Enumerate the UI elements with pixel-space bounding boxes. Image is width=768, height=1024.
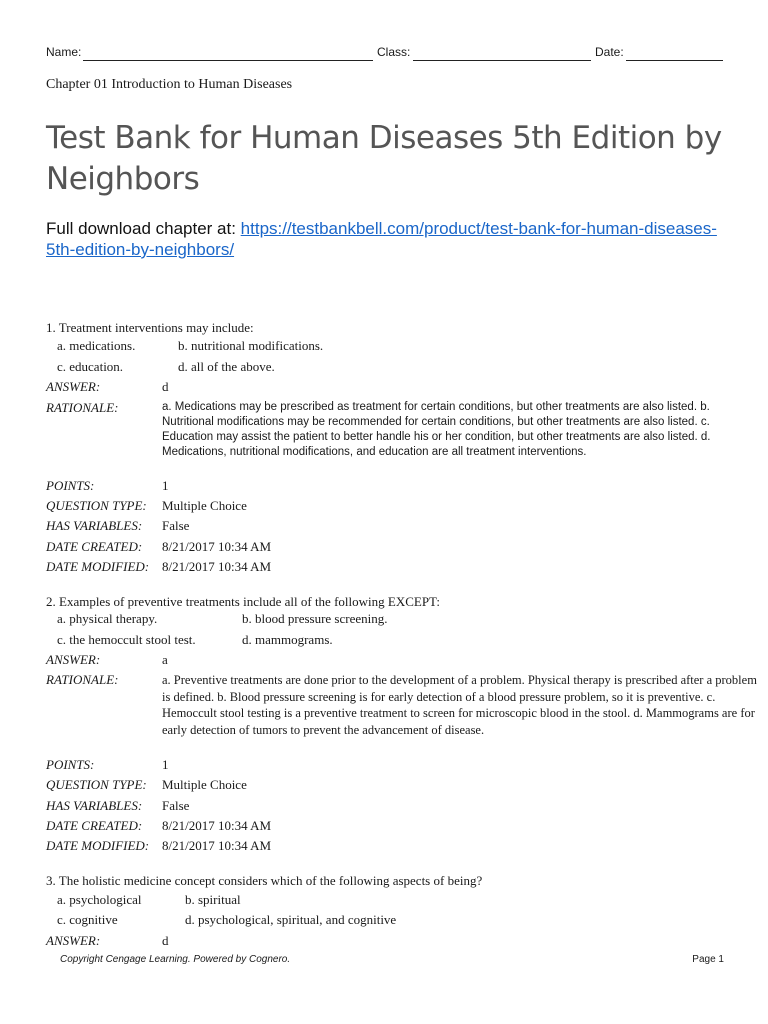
option-c: c. education. — [57, 359, 124, 374]
points-label: POINTS: — [46, 757, 95, 772]
download-line — [46, 218, 726, 260]
answer-value: d — [162, 379, 169, 394]
question-text: 1. Treatment interventions may include: — [46, 320, 254, 335]
header-fields — [46, 45, 726, 65]
option-d: d. psychological, spiritual, and cognitive — [185, 912, 397, 927]
option-d: d. mammograms. — [242, 632, 333, 647]
option-d: d. all of the above. — [178, 359, 275, 374]
question-type-value: Multiple Choice — [162, 498, 247, 513]
page-title: Test Bank for Human Diseases 5th Edition by Neighbors — [46, 120, 722, 197]
has-variables-value: False — [162, 798, 190, 813]
has-variables-label: HAS VARIABLES: — [46, 518, 143, 533]
option-a: a. medications. — [57, 338, 136, 353]
class-label: Class: — [377, 45, 411, 59]
rationale-label: RATIONALE: — [46, 400, 119, 415]
answer-label: ANSWER: — [46, 652, 101, 667]
points-value: 1 — [162, 757, 169, 772]
rationale-text: a. Preventive treatments are done prior to the development of a problem. Physical therapy is prescribed after a problem is defined. b. Blood pressure screening is for early detection of a blood pressure problem, so it is preventive. c. Hemoccult stool testing is a preventive treatment to screen for microscopic blood in the stool. d. Mammograms are for early detection of tumors to prevent the advancement of disease. — [162, 673, 757, 737]
option-b: b. blood pressure screening. — [242, 611, 388, 626]
date-created-value: 8/21/2017 10:34 AM — [162, 539, 272, 554]
question-type-label: QUESTION TYPE: — [46, 777, 147, 792]
date-modified-label: DATE MODIFIED: — [46, 838, 150, 853]
date-modified-value: 8/21/2017 10:34 AM — [162, 559, 272, 574]
option-b: b. spiritual — [185, 892, 241, 907]
date-created-label: DATE CREATED: — [46, 539, 143, 554]
rationale-label: RATIONALE: — [46, 672, 119, 687]
has-variables-value: False — [162, 518, 190, 533]
date-field[interactable] — [626, 60, 723, 61]
answer-value: d — [162, 933, 169, 948]
has-variables-label: HAS VARIABLES: — [46, 798, 143, 813]
answer-label: ANSWER: — [46, 933, 101, 948]
question-text: 3. The holistic medicine concept considers which of the following aspects of being? — [46, 873, 483, 888]
option-c: c. cognitive — [57, 912, 118, 927]
copyright-text: Copyright Cengage Learning. Powered by Cognero. — [60, 954, 291, 965]
option-c: c. the hemoccult stool test. — [57, 632, 196, 647]
answer-label: ANSWER: — [46, 379, 101, 394]
date-created-value: 8/21/2017 10:34 AM — [162, 818, 272, 833]
date-modified-value: 8/21/2017 10:34 AM — [162, 838, 272, 853]
chapter-heading: Chapter 01 Introduction to Human Diseases — [46, 77, 293, 92]
answer-value: a — [162, 652, 168, 667]
name-label: Name: — [46, 45, 82, 59]
question-type-label: QUESTION TYPE: — [46, 498, 147, 513]
option-a: a. psychological — [57, 892, 142, 907]
date-modified-label: DATE MODIFIED: — [46, 559, 150, 574]
class-field[interactable] — [413, 60, 591, 61]
download-prefix: Full download chapter at: — [46, 219, 241, 238]
date-created-label: DATE CREATED: — [46, 818, 143, 833]
rationale-text: a. Medications may be prescribed as treatment for certain conditions, but other treatments are also listed. b. Nutritional modifications may be recommended for certain conditions, but other treatments are also listed. c. Education may assist the patient to better handle his or her condition, but other treatments are also listed. d. Medications, nutritional modifications, and education are all treatment interventions. — [162, 401, 711, 458]
name-field[interactable] — [83, 60, 373, 61]
option-a: a. physical therapy. — [57, 611, 158, 626]
question-type-value: Multiple Choice — [162, 777, 247, 792]
question-text: 2. Examples of preventive treatments include all of the following EXCEPT: — [46, 594, 440, 609]
download-link[interactable]: https://testbankbell.com/product/test-bank-for-human-diseases-5th-edition-by-neighbors/ — [46, 219, 717, 259]
page-number: Page 1 — [692, 954, 724, 965]
points-value: 1 — [162, 478, 169, 493]
option-b: b. nutritional modifications. — [178, 338, 324, 353]
points-label: POINTS: — [46, 478, 95, 493]
date-label: Date: — [595, 45, 624, 59]
